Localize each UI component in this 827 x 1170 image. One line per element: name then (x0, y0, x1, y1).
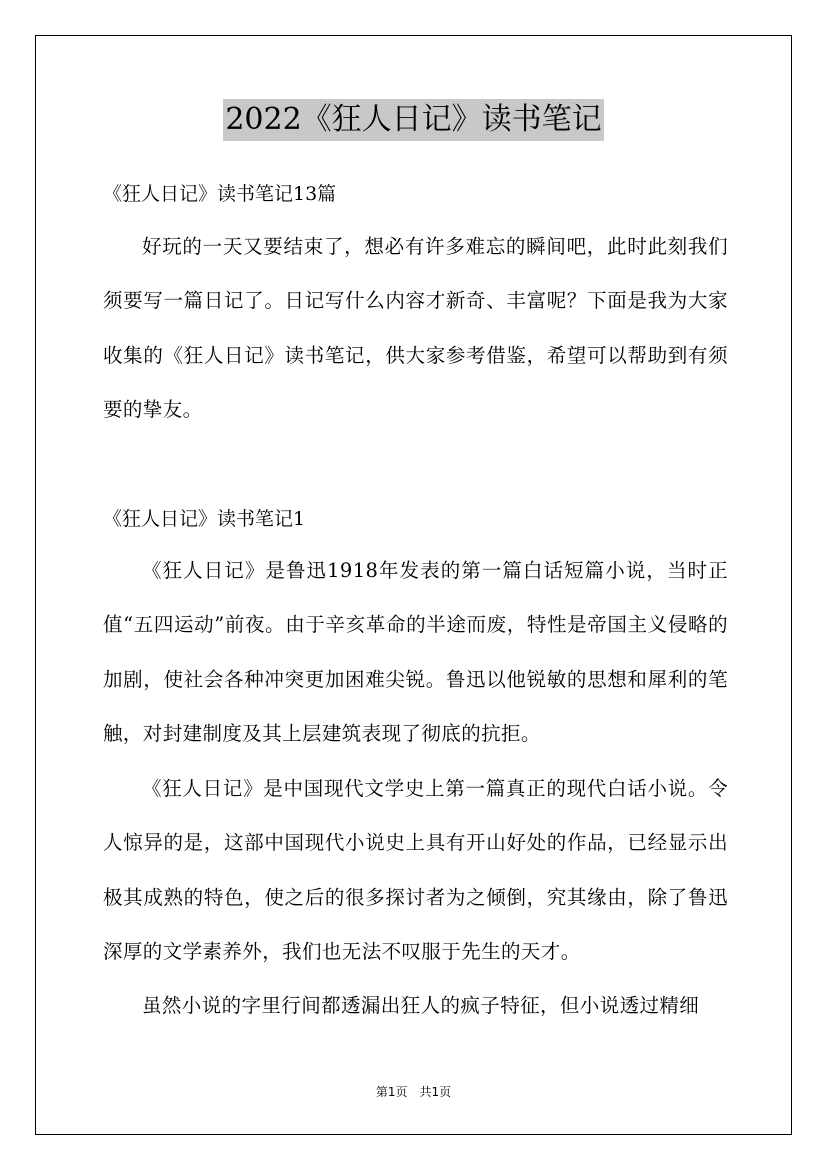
title-wrap (0, 99, 827, 141)
body-paragraph: 《狂人日记》是鲁迅1918年发表的第一篇白话短篇小说，当时正值“五四运动”前夜。由于辛亥革命的半途而废，特性是帝国主义侵略的加剧，使社会各种冲突更加困难尖锐。鲁迅以他锐敏的思想和犀利的笔触，对封建制度及其上层建筑表现了彻底的抗拒。 (103, 559, 728, 745)
page-footer: 第1页 共1页 (375, 1085, 452, 1099)
body-paragraph: 虽然小说的字里行间都透漏出狂人的疯子特征，但小说透过精细 (142, 994, 700, 1017)
section-heading: 《狂人日记》读书笔记1 (103, 508, 306, 530)
intro-paragraph: 好玩的一天又要结束了，想必有许多难忘的瞬间吧，此时此刻我们须要写一篇日记了。日记写什么内容才新奇、丰富呢？下面是我为大家收集的《狂人日记》读书笔记，供大家参考借鉴，希望可以帮助到有须要的挚友。 (103, 235, 728, 421)
document-subtitle: 《狂人日记》读书笔记13篇 (103, 183, 337, 205)
document-title: 2022《狂人日记》读书笔记 (223, 99, 603, 141)
body-paragraph: 《狂人日记》是中国现代文学史上第一篇真正的现代白话小说。令人惊异的是，这部中国现代小说史上具有开山好处的作品，已经显示出极其成熟的特色，使之后的很多探讨者为之倾倒，究其缘由，除了鲁迅深厚的文学素养外，我们也无法不叹服于先生的天才。 (103, 777, 728, 963)
